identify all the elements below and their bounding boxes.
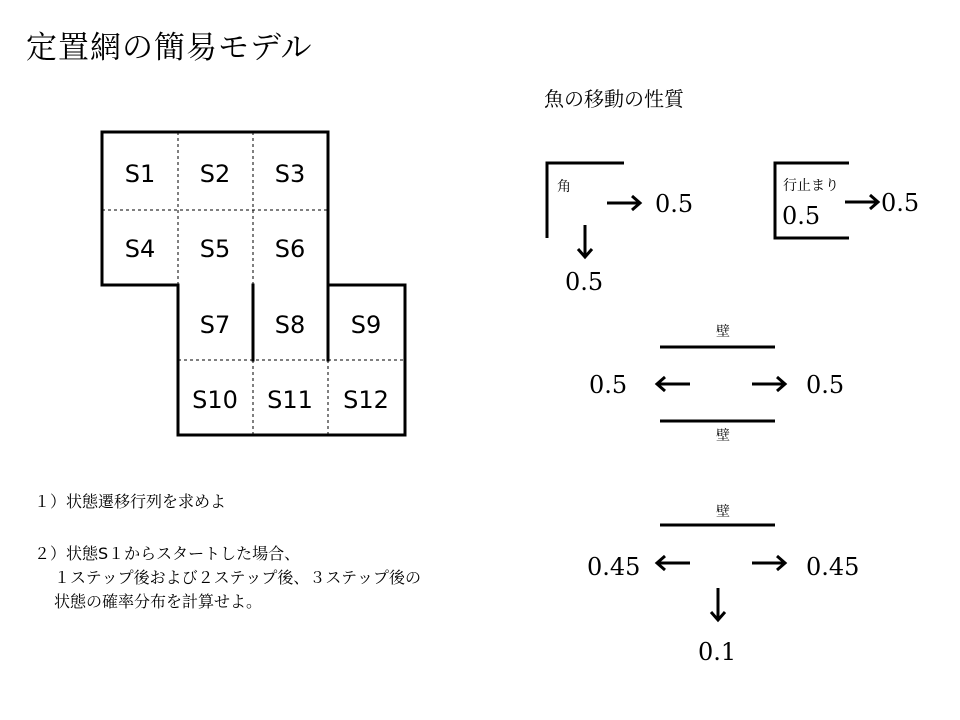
corridor-left-prob: 0.5 [589,371,628,399]
corridor-right-prob: 0.5 [806,371,845,399]
arrow-right-icon [752,377,785,391]
cell-s2: S2 [199,160,231,188]
deadend-rule [775,163,919,238]
page-title: 定置網の簡易モデル [26,30,313,66]
cell-s3: S3 [274,160,306,188]
question-2-line-2: １ステップ後および２ステップ後、３ステップ後の [54,568,422,587]
arrow-left-icon [657,556,690,570]
cell-s5: S5 [199,235,231,263]
arrow-right-icon [845,195,878,209]
cell-s1: S1 [124,160,156,188]
question-2-line-3: 状態の確率分布を計算せよ。 [54,592,263,611]
cell-s9: S9 [350,311,382,339]
arrow-down-icon [711,588,725,620]
arrow-down-icon [578,225,592,257]
question-2-line-1: ２）状態S１からスタートした場合、 [34,544,301,563]
deadend-stay-prob: 0.5 [782,202,821,230]
tjunction-wall-label: 壁 [716,504,730,520]
deadend-right-prob: 0.5 [881,189,920,217]
arrow-left-icon [657,377,690,391]
deadend-label: 行止まり [783,178,839,194]
tjunction-down-prob: 0.1 [698,638,737,666]
corridor-rule [589,324,844,444]
corner-label: 角 [557,179,571,195]
cell-s6: S6 [274,235,306,263]
arrow-right-icon [752,556,785,570]
corridor-wall-top-label: 壁 [716,324,730,340]
question-1: １）状態遷移行列を求めよ [34,492,227,511]
tjunction-right-prob: 0.45 [806,553,860,581]
cell-s8: S8 [274,311,306,339]
tjunction-left-prob: 0.45 [587,553,641,581]
corner-right-prob: 0.5 [655,190,694,218]
section-subtitle: 魚の移動の性質 [544,87,684,111]
arrow-right-icon [607,196,640,210]
corner-rule [547,163,693,296]
cell-s10: S10 [192,386,238,414]
cell-s4: S4 [124,235,156,263]
corner-down-prob: 0.5 [565,268,604,296]
cell-s11: S11 [267,386,313,414]
cell-s12: S12 [343,386,389,414]
corridor-wall-bottom-label: 壁 [716,428,730,444]
tjunction-rule [587,504,859,666]
cell-s7: S7 [199,311,231,339]
